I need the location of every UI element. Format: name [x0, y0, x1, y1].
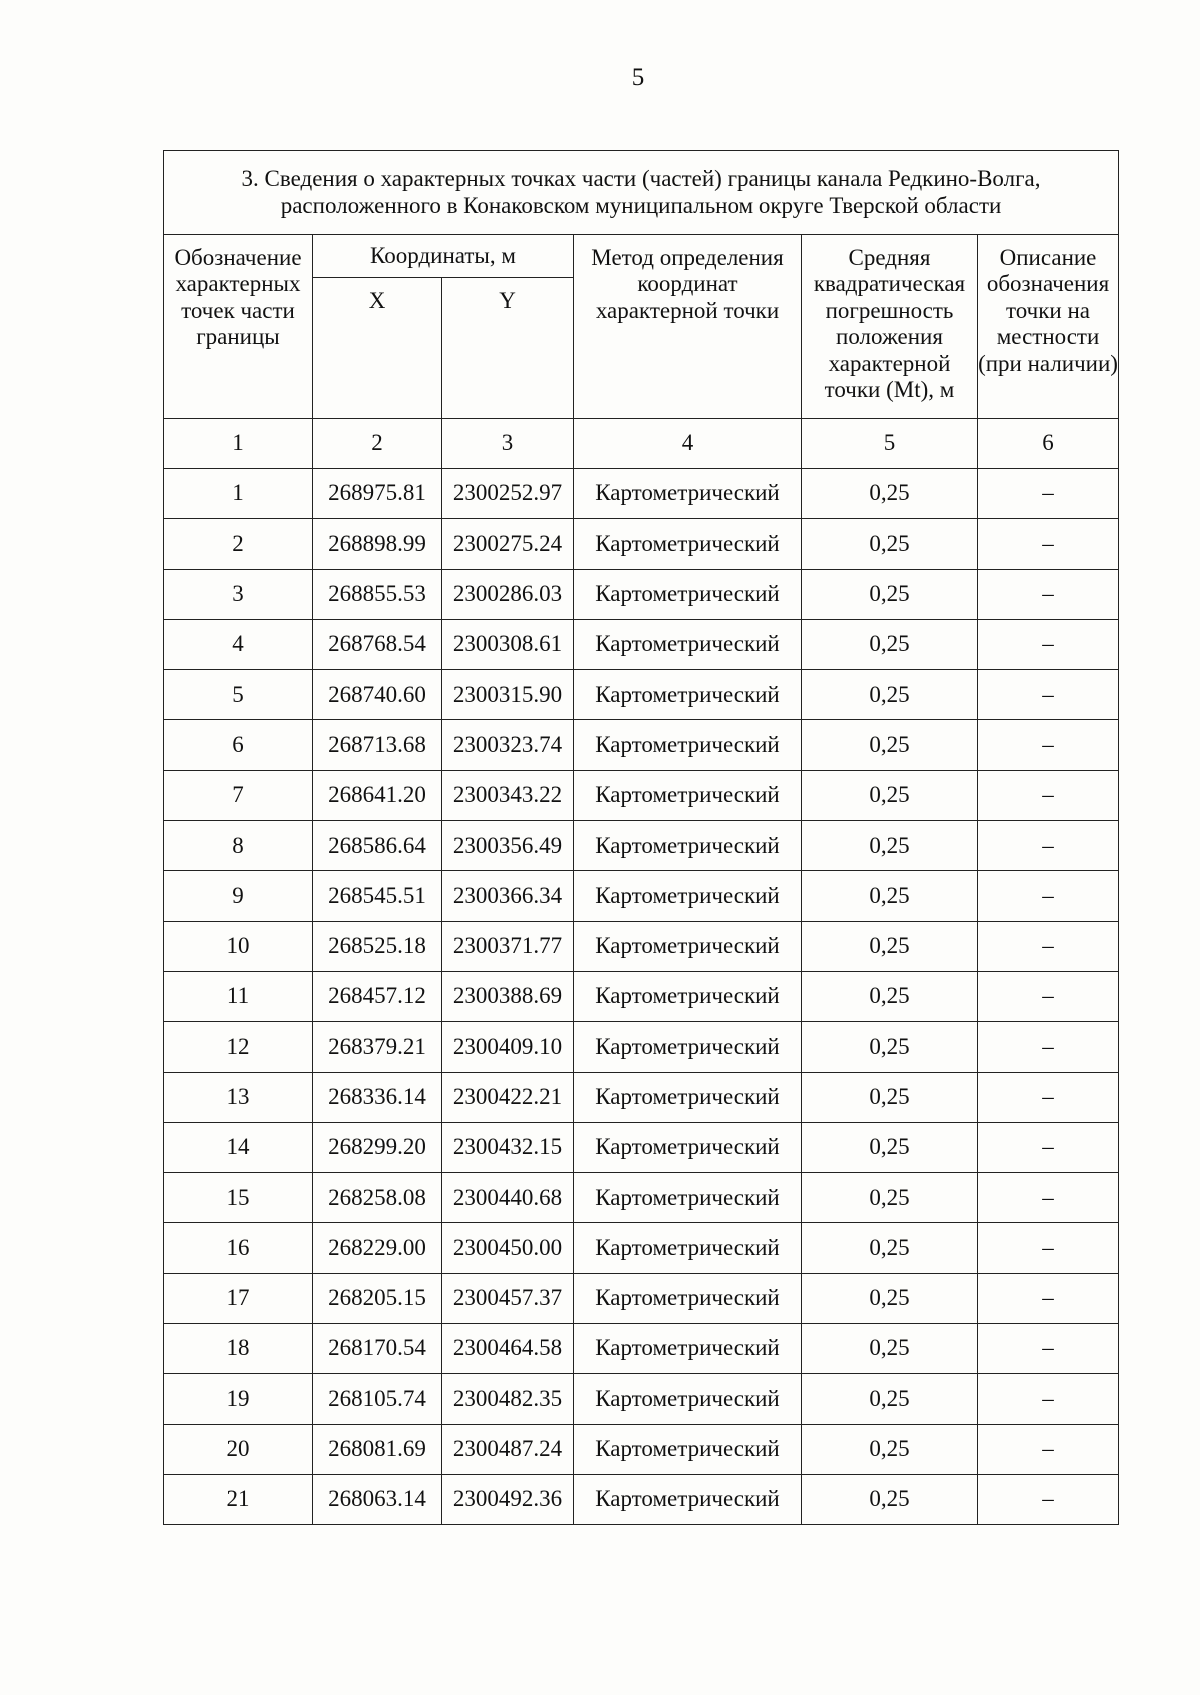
- y-coordinate-cell: 2300409.10: [442, 1022, 574, 1072]
- column-number: 5: [802, 419, 978, 469]
- column-number: 2: [313, 419, 442, 469]
- x-coordinate-cell: 268713.68: [313, 720, 442, 770]
- point-number-cell: 18: [164, 1324, 313, 1374]
- description-cell: –: [978, 1324, 1119, 1374]
- y-coordinate-cell: 2300432.15: [442, 1122, 574, 1172]
- header-x: X: [313, 278, 442, 419]
- description-cell: –: [978, 619, 1119, 669]
- description-cell: –: [978, 821, 1119, 871]
- table-row: [164, 1324, 1119, 1374]
- description-cell: –: [978, 670, 1119, 720]
- y-coordinate-cell: 2300315.90: [442, 670, 574, 720]
- x-coordinate-cell: 268768.54: [313, 619, 442, 669]
- table-row: [164, 1072, 1119, 1122]
- table-row: [164, 1022, 1119, 1072]
- error-cell: 0,25: [802, 821, 978, 871]
- y-coordinate-cell: 2300482.35: [442, 1374, 574, 1424]
- y-coordinate-cell: 2300487.24: [442, 1424, 574, 1474]
- description-cell: –: [978, 1474, 1119, 1524]
- header-description: Описание обозначения точки на местности (при наличии): [978, 235, 1119, 419]
- method-cell: Картометрический: [574, 1072, 802, 1122]
- y-coordinate-cell: 2300252.97: [442, 469, 574, 519]
- caption-line-2: расположенного в Конаковском муниципальном округе Тверской области: [280, 192, 1002, 218]
- description-cell: –: [978, 569, 1119, 619]
- y-coordinate-cell: 2300308.61: [442, 619, 574, 669]
- x-coordinate-cell: 268258.08: [313, 1173, 442, 1223]
- table-row: [164, 1374, 1119, 1424]
- error-cell: 0,25: [802, 720, 978, 770]
- y-coordinate-cell: 2300388.69: [442, 971, 574, 1021]
- x-coordinate-cell: 268740.60: [313, 670, 442, 720]
- point-number-cell: 15: [164, 1173, 313, 1223]
- point-number-cell: 20: [164, 1424, 313, 1474]
- y-coordinate-cell: 2300323.74: [442, 720, 574, 770]
- table-row: [164, 569, 1119, 619]
- header-y: Y: [442, 278, 574, 419]
- method-cell: Картометрический: [574, 821, 802, 871]
- point-number-cell: 1: [164, 469, 313, 519]
- error-cell: 0,25: [802, 971, 978, 1021]
- method-cell: Картометрический: [574, 1273, 802, 1323]
- x-coordinate-cell: 268105.74: [313, 1374, 442, 1424]
- description-cell: –: [978, 1424, 1119, 1474]
- error-cell: 0,25: [802, 619, 978, 669]
- description-cell: –: [978, 1173, 1119, 1223]
- x-coordinate-cell: 268336.14: [313, 1072, 442, 1122]
- method-cell: Картометрический: [574, 1324, 802, 1374]
- point-number-cell: 2: [164, 519, 313, 569]
- description-cell: –: [978, 971, 1119, 1021]
- x-coordinate-cell: 268545.51: [313, 871, 442, 921]
- description-cell: –: [978, 921, 1119, 971]
- y-coordinate-cell: 2300356.49: [442, 821, 574, 871]
- table-row: [164, 1223, 1119, 1273]
- method-cell: Картометрический: [574, 1022, 802, 1072]
- point-number-cell: 19: [164, 1374, 313, 1424]
- description-cell: –: [978, 1122, 1119, 1172]
- table-caption: [164, 151, 1119, 235]
- x-coordinate-cell: 268525.18: [313, 921, 442, 971]
- point-number-cell: 13: [164, 1072, 313, 1122]
- method-cell: Картометрический: [574, 1173, 802, 1223]
- y-coordinate-cell: 2300366.34: [442, 871, 574, 921]
- column-number: 6: [978, 419, 1119, 469]
- method-cell: Картометрический: [574, 921, 802, 971]
- method-cell: Картометрический: [574, 971, 802, 1021]
- table-row: [164, 871, 1119, 921]
- caption-line-1: 3. Сведения о характерных точках части (частей) границы канала Редкино-Волга,: [241, 166, 1041, 192]
- description-cell: –: [978, 1072, 1119, 1122]
- method-cell: Картометрический: [574, 1122, 802, 1172]
- error-cell: 0,25: [802, 921, 978, 971]
- error-cell: 0,25: [802, 770, 978, 820]
- method-cell: Картометрический: [574, 469, 802, 519]
- error-cell: 0,25: [802, 1072, 978, 1122]
- header-coordinates: Координаты, м: [313, 235, 574, 278]
- y-coordinate-cell: 2300440.68: [442, 1173, 574, 1223]
- column-number-row: [164, 419, 1119, 469]
- method-cell: Картометрический: [574, 619, 802, 669]
- table-row: [164, 1173, 1119, 1223]
- x-coordinate-cell: 268170.54: [313, 1324, 442, 1374]
- point-number-cell: 17: [164, 1273, 313, 1323]
- y-coordinate-cell: 2300286.03: [442, 569, 574, 619]
- header-designation: Обозначение характерных точек части границы: [164, 235, 313, 419]
- description-cell: –: [978, 469, 1119, 519]
- point-number-cell: 12: [164, 1022, 313, 1072]
- error-cell: 0,25: [802, 1474, 978, 1524]
- description-cell: –: [978, 871, 1119, 921]
- table-row: [164, 1474, 1119, 1524]
- point-number-cell: 9: [164, 871, 313, 921]
- y-coordinate-cell: 2300450.00: [442, 1223, 574, 1273]
- error-cell: 0,25: [802, 1173, 978, 1223]
- x-coordinate-cell: 268229.00: [313, 1223, 442, 1273]
- page-number: 5: [631, 64, 645, 91]
- description-cell: –: [978, 720, 1119, 770]
- x-coordinate-cell: 268586.64: [313, 821, 442, 871]
- table-row: [164, 821, 1119, 871]
- x-coordinate-cell: 268063.14: [313, 1474, 442, 1524]
- table-row: [164, 921, 1119, 971]
- method-cell: Картометрический: [574, 770, 802, 820]
- method-cell: Картометрический: [574, 1374, 802, 1424]
- method-cell: Картометрический: [574, 1474, 802, 1524]
- error-cell: 0,25: [802, 1223, 978, 1273]
- error-cell: 0,25: [802, 871, 978, 921]
- x-coordinate-cell: 268457.12: [313, 971, 442, 1021]
- error-cell: 0,25: [802, 1424, 978, 1474]
- y-coordinate-cell: 2300457.37: [442, 1273, 574, 1323]
- point-number-cell: 8: [164, 821, 313, 871]
- boundary-points-table: [163, 150, 1119, 1525]
- x-coordinate-cell: 268205.15: [313, 1273, 442, 1323]
- x-coordinate-cell: 268299.20: [313, 1122, 442, 1172]
- table-row: [164, 720, 1119, 770]
- column-number: 3: [442, 419, 574, 469]
- description-cell: –: [978, 1374, 1119, 1424]
- point-number-cell: 6: [164, 720, 313, 770]
- y-coordinate-cell: 2300492.36: [442, 1474, 574, 1524]
- table-row: [164, 770, 1119, 820]
- description-cell: –: [978, 1022, 1119, 1072]
- point-number-cell: 14: [164, 1122, 313, 1172]
- table-row: [164, 619, 1119, 669]
- point-number-cell: 21: [164, 1474, 313, 1524]
- y-coordinate-cell: 2300343.22: [442, 770, 574, 820]
- point-number-cell: 16: [164, 1223, 313, 1273]
- header-method: Метод определения координат характерной точки: [574, 235, 802, 419]
- table-row: [164, 469, 1119, 519]
- method-cell: Картометрический: [574, 871, 802, 921]
- description-cell: –: [978, 1223, 1119, 1273]
- point-number-cell: 5: [164, 670, 313, 720]
- method-cell: Картометрический: [574, 519, 802, 569]
- table-body: [164, 469, 1119, 1525]
- y-coordinate-cell: 2300371.77: [442, 921, 574, 971]
- point-number-cell: 3: [164, 569, 313, 619]
- method-cell: Картометрический: [574, 720, 802, 770]
- error-cell: 0,25: [802, 519, 978, 569]
- error-cell: 0,25: [802, 1122, 978, 1172]
- x-coordinate-cell: 268379.21: [313, 1022, 442, 1072]
- y-coordinate-cell: 2300275.24: [442, 519, 574, 569]
- x-coordinate-cell: 268975.81: [313, 469, 442, 519]
- point-number-cell: 7: [164, 770, 313, 820]
- point-number-cell: 4: [164, 619, 313, 669]
- error-cell: 0,25: [802, 469, 978, 519]
- description-cell: –: [978, 519, 1119, 569]
- column-number: 1: [164, 419, 313, 469]
- table-row: [164, 1424, 1119, 1474]
- error-cell: 0,25: [802, 1022, 978, 1072]
- point-number-cell: 11: [164, 971, 313, 1021]
- error-cell: 0,25: [802, 670, 978, 720]
- description-cell: –: [978, 1273, 1119, 1323]
- table-row: [164, 1273, 1119, 1323]
- method-cell: Картометрический: [574, 1424, 802, 1474]
- method-cell: Картометрический: [574, 1223, 802, 1273]
- column-number: 4: [574, 419, 802, 469]
- error-cell: 0,25: [802, 1273, 978, 1323]
- y-coordinate-cell: 2300422.21: [442, 1072, 574, 1122]
- table-row: [164, 519, 1119, 569]
- error-cell: 0,25: [802, 1324, 978, 1374]
- table-row: [164, 1122, 1119, 1172]
- method-cell: Картометрический: [574, 670, 802, 720]
- point-number-cell: 10: [164, 921, 313, 971]
- table-row: [164, 971, 1119, 1021]
- x-coordinate-cell: 268898.99: [313, 519, 442, 569]
- error-cell: 0,25: [802, 1374, 978, 1424]
- method-cell: Картометрический: [574, 569, 802, 619]
- y-coordinate-cell: 2300464.58: [442, 1324, 574, 1374]
- description-cell: –: [978, 770, 1119, 820]
- x-coordinate-cell: 268081.69: [313, 1424, 442, 1474]
- header-error: Средняя квадратическая погрешность положения характерной точки (Mt), м: [802, 235, 978, 419]
- x-coordinate-cell: 268641.20: [313, 770, 442, 820]
- error-cell: 0,25: [802, 569, 978, 619]
- table-row: [164, 670, 1119, 720]
- x-coordinate-cell: 268855.53: [313, 569, 442, 619]
